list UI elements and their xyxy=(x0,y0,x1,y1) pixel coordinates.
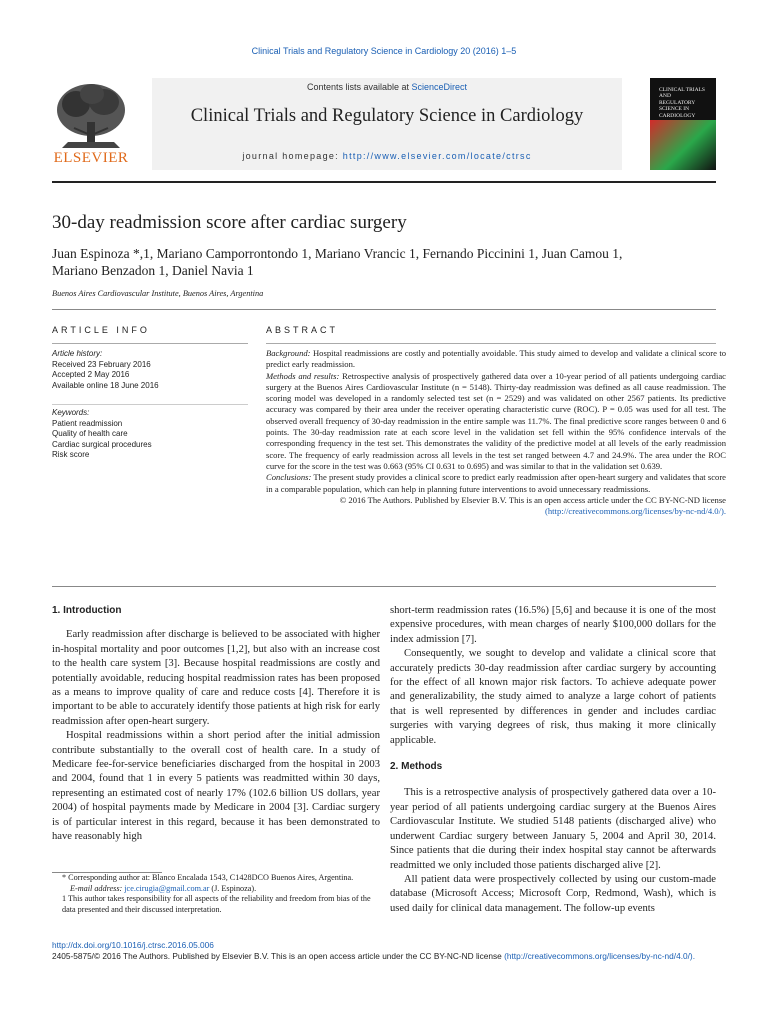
keyword: Risk score xyxy=(52,450,90,459)
abstract-methods xyxy=(266,371,726,473)
cover-title-line: SCIENCE IN xyxy=(659,106,690,113)
contents-line xyxy=(152,82,622,92)
section-heading-methods: 2. Methods xyxy=(390,761,443,773)
accepted-date: Accepted 2 May 2016 xyxy=(52,370,130,379)
section-heading-introduction: 1. Introduction xyxy=(52,605,122,616)
page-footer xyxy=(52,940,732,962)
copyright-line xyxy=(52,951,732,962)
footnote-corresponding: * Corresponding author at: Blanco Encalada 1543, C1428DCO Buenos Aires, Argentina. xyxy=(62,873,354,882)
paragraph: short-term readmission rates (16.5%) [5,6] and because it is one of the most expensive procedures, with mean charges of nearly $100,000 dollars for the index admission [7]. xyxy=(390,605,716,645)
divider xyxy=(52,404,248,405)
journal-reference[interactable]: Clinical Trials and Regulatory Science in Cardiology 20 (2016) 1–5 xyxy=(251,46,517,56)
body-column-right xyxy=(390,604,716,916)
abstract-heading: ABSTRACT xyxy=(266,325,339,335)
homepage-prefix: journal homepage: xyxy=(242,151,343,161)
cover-title-line: REGULATORY xyxy=(659,99,696,106)
paragraph: This is a retrospective analysis of prospectively gathered data over a 10-year period of all patients undergoing cardiac surgery at the Buenos Aires Cardiovascular Institute. We studied 5148 patients (discharged alive) who underwent Cardiac surgery between January 5, 2004 and April 30, 2014. Since patients that die during their index hospital stay cannot be afterwards readmitted we only included those patients discharged alive [2]. xyxy=(390,787,716,871)
journal-cover xyxy=(650,78,716,170)
paragraph: Hospital readmissions within a short period after the initial admission contribute substantially to the overall cost of health care. In a study of Medicare fee-for-service beneficiaries discharged from the hospital in 2003 and 2004, found that 1 in every 5 patients was readmitted within 30 days, representing an estimated cost of nearly 17% (102.6 billion US dollars, year 2004) of hospital payments made by Medicare in 2004 [3]. Cardiac surgery is of particular interest in this regard, because it has been demonstrated to have reasonably high xyxy=(52,730,380,843)
conclusions-text: The present study provides a clinical score to predict early readmission after open-heart surgery and validates that score in a comparable population, which can help in planning future interventions to avoid unnecessary readmissions. xyxy=(266,472,726,494)
methods-label: Methods and results: xyxy=(266,370,340,381)
paragraph: Early readmission after discharge is believed to be associated with higher in-hospital mortality and poor outcomes [1,2], but also with an increase cost to the health care system [3]. Because hospital readmissions are costly and potentially avoidable, reducing hospital readmission rates has been proposed as a means to improve quality of care and reduce costs [4]. Therefore it is important to be able to accurately identify those patients at high risk for early readmission after open-heart surgery. xyxy=(52,629,380,727)
paragraph: Consequently, we sought to develop and validate a clinical score that accurately predicts 30-day readmission after cardiac surgery by accounting for the effect of all known major risk factors. To achieve adequate power and generalizability, the study aimed to analyze a large cohort of patients that is well represented by differences in gender and includes cardiac surgeries with varying degrees of risk, thus making it more clinically applicable. xyxy=(390,648,716,746)
affiliation: Buenos Aires Cardiovascular Institute, Buenos Aires, Argentina xyxy=(52,289,264,298)
divider xyxy=(52,343,248,344)
divider xyxy=(52,309,716,310)
cover-title xyxy=(659,87,715,119)
background-text: Hospital readmissions are costly and potentially avoidable. This study aimed to develop and validate a clinical score to predict early readmission. xyxy=(266,348,726,370)
email-suffix: (J. Espinoza). xyxy=(209,883,257,893)
cover-title-line: CARDIOLOGY xyxy=(659,112,696,119)
email-label: E-mail address: xyxy=(70,883,125,893)
divider xyxy=(266,343,716,344)
keywords xyxy=(52,408,248,461)
body-column-left xyxy=(52,604,380,845)
abstract-background xyxy=(266,348,726,371)
journal-header-box xyxy=(152,78,622,170)
masthead-rule xyxy=(52,181,716,183)
publisher-name: ELSEVIER xyxy=(53,150,129,166)
history-label: Article history: xyxy=(52,349,103,358)
sciencedirect-link[interactable]: ScienceDirect xyxy=(411,82,468,92)
abstract-conclusions xyxy=(266,472,726,495)
license-text: © 2016 The Authors. Published by Elsevier B.V. This is an open access article under the CC BY-NC-ND license xyxy=(339,494,726,505)
paragraph: All patient data were prospectively collected by using our custom-made database (Microsoft Access; Microsoft Corp, Redmond, Wash), which is used daily for clinical data management. The follow-up events xyxy=(390,873,716,914)
contents-prefix: Contents lists available at xyxy=(306,82,412,92)
keyword: Quality of health care xyxy=(52,429,128,438)
license-link[interactable]: (http://creativecommons.org/licenses/by-nc-nd/4.0/). xyxy=(545,506,726,517)
keyword: Patient readmission xyxy=(52,418,123,428)
methods-text: Retrospective analysis of prospectively gathered data over a 10-year period of all patients undergoing cardiac surgery at the Buenos Aires Cardiovascular Institute (n = 5148). Thirty-day readmission was defined as all cause readmission. The scoring model was developed in a randomly selected test set (n = 2529) and was validated on other 2567 patients. Its predictive accuracy was compared by their area under the receiver operating characteristic curve (ROC). P = 0.05 was used for all test. The observed overall frequency of 30-day readmission in the entire sample was 11.7%. The final predictive score ranges between 0 and 6 points. The 30-day readmission rate at each score level in the validation set fell within the 95% confidence intervals of the corresponding frequency in the test set. This demonstrates the validity of the predictive model at all levels of the early readmission score. The frequency of early readmission across all levels in the test set ranged between 4.7 and 24.9%. The area under the ROC curve for the score in the test was 0.663 (95% CI 0.631 to 0.695) and was similar to that in the validation set 0.639. xyxy=(266,370,727,471)
authors-line[interactable]: Juan Espinoza *,1, Mariano Camporrontondo 1, Mariano Vrancic 1, Fernando Piccinini 1, Juan Camou 1, xyxy=(52,246,623,261)
keywords-label: Keywords: xyxy=(52,408,90,417)
cover-title-line: AND xyxy=(659,93,671,100)
journal-masthead xyxy=(52,78,716,174)
article-history xyxy=(52,349,248,391)
abstract-body xyxy=(266,348,726,517)
article-info-heading: ARTICLE INFO xyxy=(52,325,150,335)
cover-title-line: CLINICAL TRIALS xyxy=(659,87,705,93)
footnote-email xyxy=(52,884,382,895)
footer-license-link[interactable]: (http://creativecommons.org/licenses/by-nc-nd/4.0/). xyxy=(504,951,695,961)
author-list xyxy=(52,245,716,279)
received-date: Received 23 February 2016 xyxy=(52,359,151,369)
abstract-license xyxy=(266,495,726,518)
email-link[interactable]: jce.cirugia@gmail.com.ar xyxy=(124,883,210,893)
background-label: Background: xyxy=(266,348,311,358)
doi-link[interactable]: http://dx.doi.org/10.1016/j.ctrsc.2016.05.006 xyxy=(52,940,214,950)
elsevier-logo xyxy=(52,78,130,170)
cover-art xyxy=(650,120,716,170)
footnotes xyxy=(52,873,382,915)
divider xyxy=(52,586,716,587)
authors-line[interactable]: Mariano Benzadon 1, Daniel Navia 1 xyxy=(52,263,254,278)
conclusions-label: Conclusions: xyxy=(266,472,312,483)
footnote-responsibility: 1 This author takes responsibility for all aspects of the reliability and freedom from bias of the data presented and their discussed interpretation. xyxy=(62,894,371,914)
online-date: Available online 18 June 2016 xyxy=(52,380,159,390)
copyright-text: 2405-5875/© 2016 The Authors. Published by Elsevier B.V. This is an open access article under the CC BY-NC-ND license xyxy=(52,951,505,961)
keyword: Cardiac surgical procedures xyxy=(52,439,152,449)
article-title: 30-day readmission score after cardiac surgery xyxy=(52,212,407,233)
journal-homepage xyxy=(152,151,622,161)
homepage-link[interactable]: http://www.elsevier.com/locate/ctrsc xyxy=(342,151,532,161)
journal-title: Clinical Trials and Regulatory Science in Cardiology xyxy=(190,106,584,126)
